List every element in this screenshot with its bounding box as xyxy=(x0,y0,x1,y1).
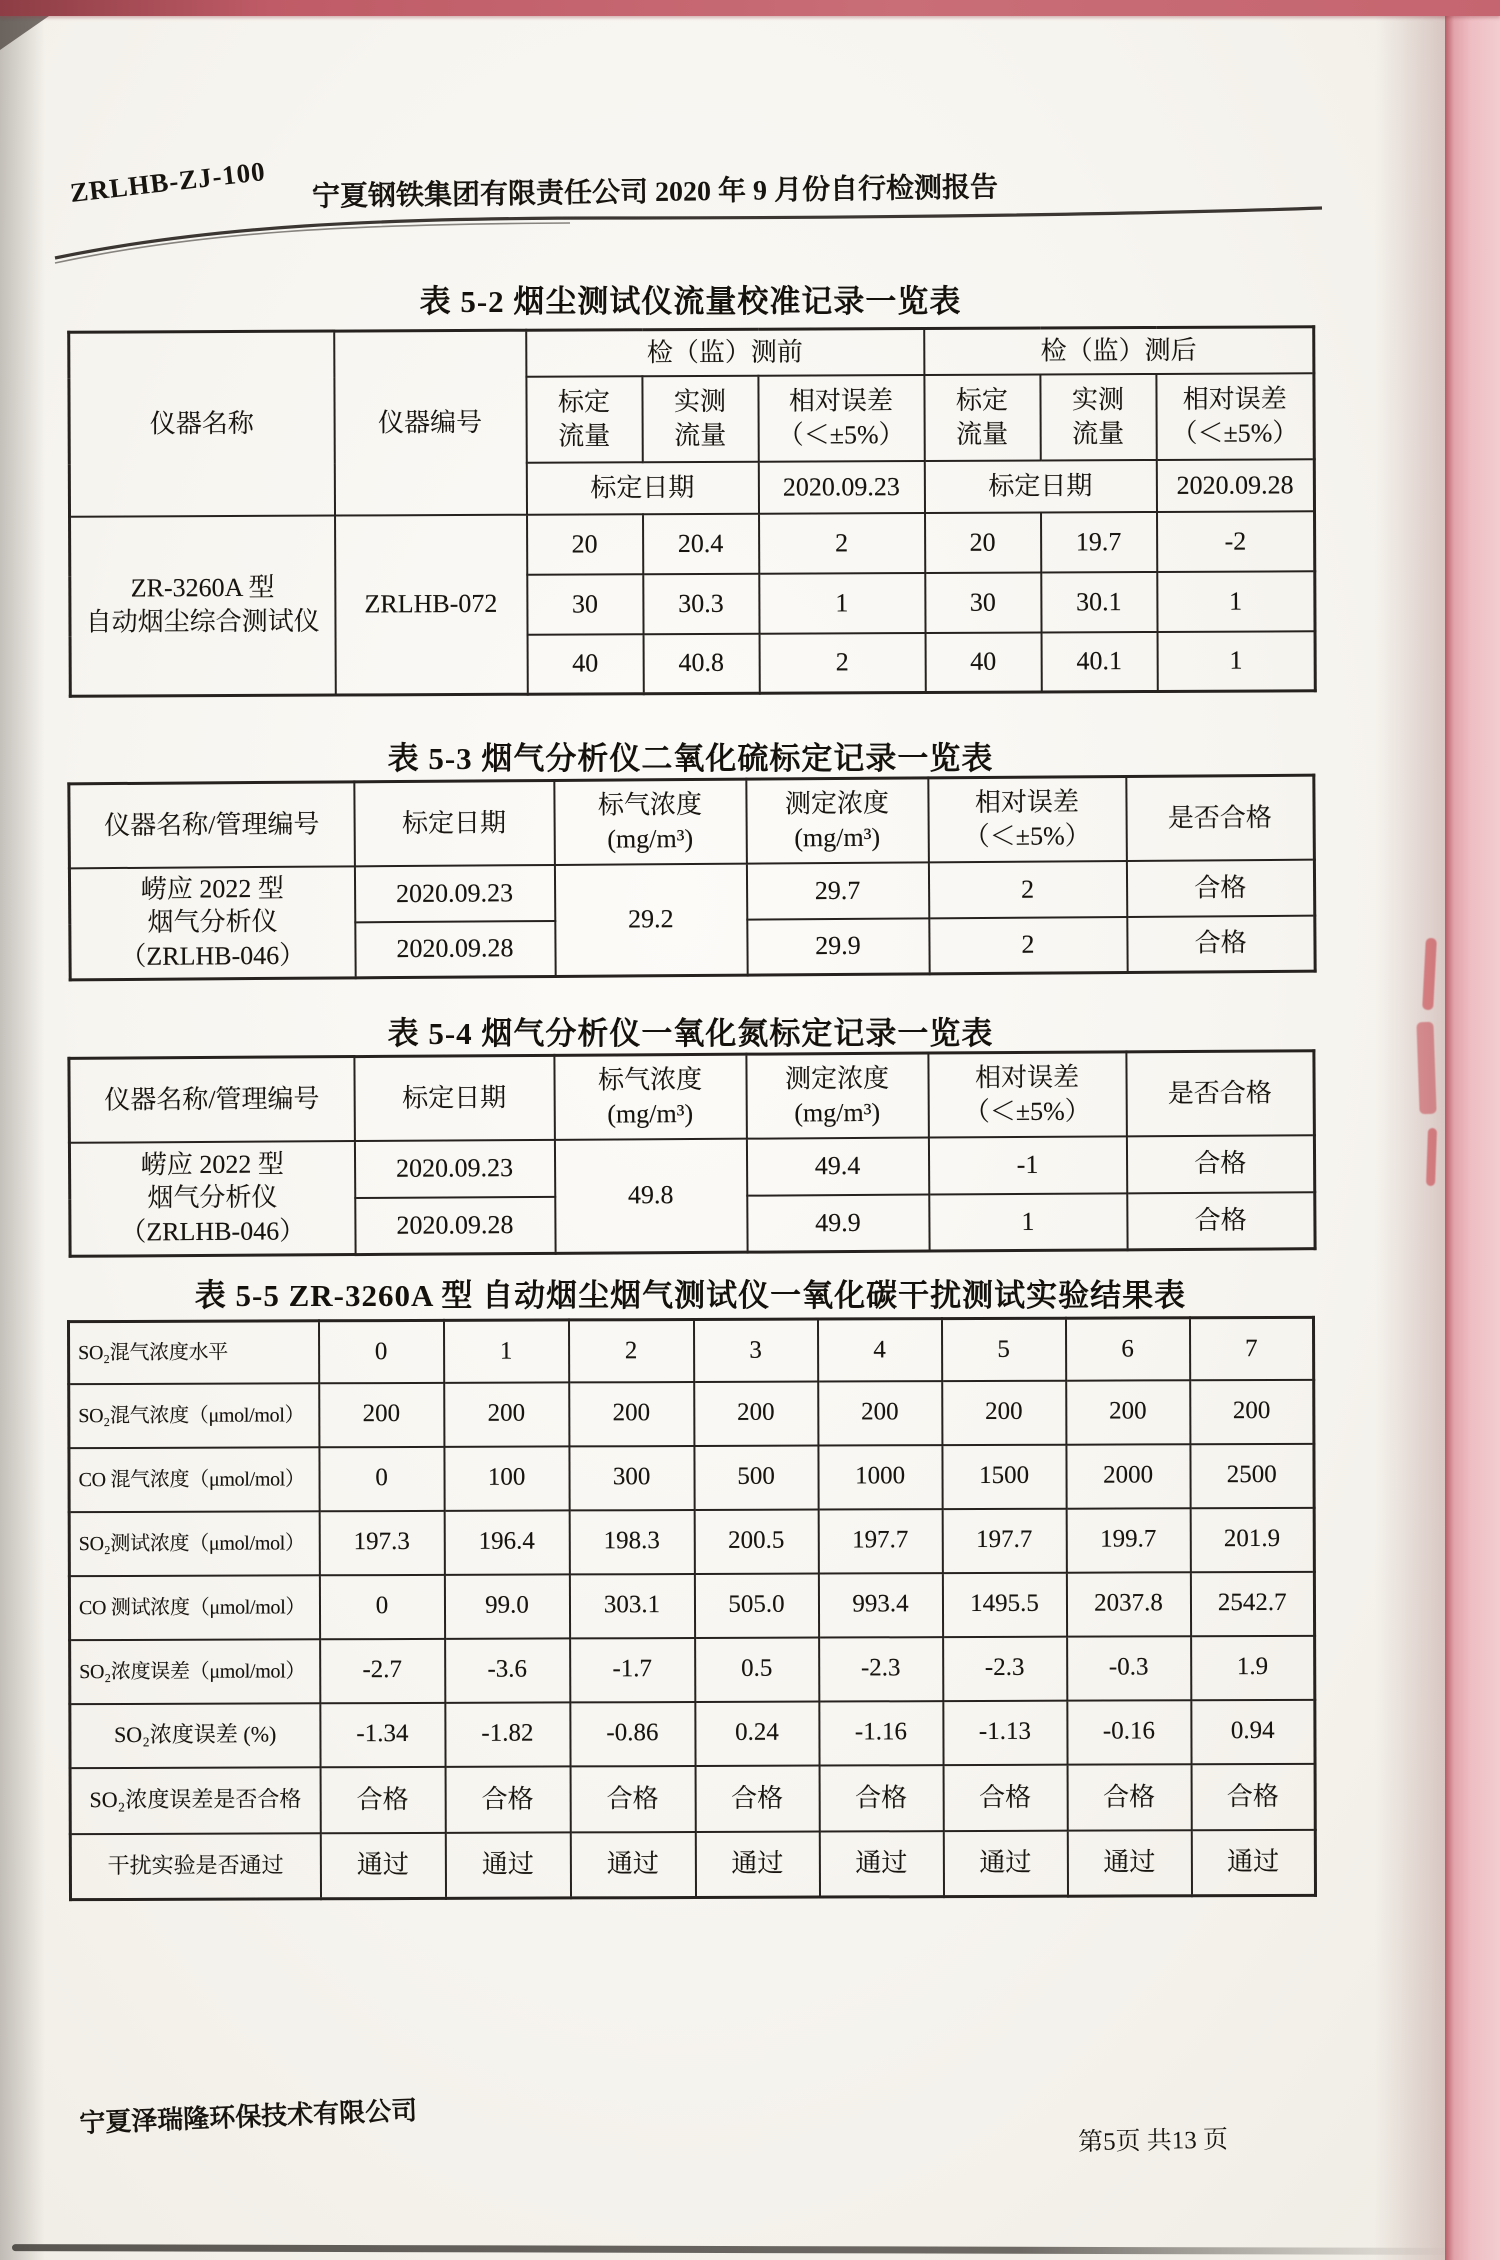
data-table xyxy=(67,325,1317,697)
table-cell: 相对误差 （＜±5%） xyxy=(928,776,1127,861)
table-cell: 20 xyxy=(527,514,643,575)
table-cell: 测定浓度 (mg/m³) xyxy=(746,778,929,863)
table-cell: 2542.7 xyxy=(1190,1571,1314,1635)
table-cell: 197.7 xyxy=(942,1508,1066,1572)
table-row xyxy=(70,1829,1315,1899)
table-row xyxy=(70,1699,1315,1767)
table-cell: 通过 xyxy=(320,1832,445,1898)
table-5-5-title: 表 5-5 ZR-3260A 型 自动烟尘烟气测试仪一氧化碳干扰测试实验结果表 xyxy=(194,1278,1187,1313)
footer-page-number: 第5页 共13 页 xyxy=(1077,2126,1229,2157)
table-5-2 xyxy=(67,325,1317,697)
table-cell: 200 xyxy=(1190,1379,1314,1443)
table-row xyxy=(68,1317,1313,1383)
table-cell: 相对误差 （＜±5%） xyxy=(1156,373,1314,460)
table-5-3-title: 表 5-3 烟气分析仪二氧化硫标定记录一览表 xyxy=(387,741,994,776)
table-cell: 2 xyxy=(929,916,1127,973)
table-cell: 200 xyxy=(1066,1380,1190,1444)
report-header-title: 宁夏钢铁集团有限责任公司 2020 年 9 月份自行检测报告 xyxy=(311,172,999,213)
table-cell: 2037.8 xyxy=(1066,1572,1190,1636)
table-cell: 合格 xyxy=(1191,1763,1315,1829)
table-cell: 7 xyxy=(1189,1317,1313,1379)
table-cell: 30.1 xyxy=(1041,571,1157,632)
table-cell: 29.9 xyxy=(747,918,929,975)
table-cell: 40 xyxy=(527,634,643,695)
table-row xyxy=(69,1135,1314,1200)
table-cell: 1.9 xyxy=(1191,1635,1315,1699)
table-row xyxy=(69,327,1314,378)
table-cell: 2020.09.28 xyxy=(355,920,555,977)
table-cell: 198.3 xyxy=(569,1509,694,1573)
table-cell: 30.3 xyxy=(643,573,759,634)
table-cell: 5 xyxy=(941,1318,1065,1380)
table-cell: -2.3 xyxy=(943,1636,1067,1700)
table-cell: 2500 xyxy=(1190,1443,1314,1507)
table-cell: 1 xyxy=(1157,571,1315,632)
table-cell: 196.4 xyxy=(444,1510,569,1574)
table-cell: 相对误差 （＜±5%） xyxy=(758,374,924,461)
table-cell: 合格 xyxy=(1067,1764,1191,1830)
table-cell: 标气浓度 (mg/m³) xyxy=(554,1054,747,1139)
table-cell: SO₂浓度误差是否合格 xyxy=(70,1767,320,1834)
table-cell: 200 xyxy=(319,1382,444,1446)
table-cell: -1.16 xyxy=(819,1701,943,1765)
table-5-4 xyxy=(67,1049,1316,1258)
table-cell: 合格 xyxy=(1126,1135,1314,1193)
table-cell: 2020.09.23 xyxy=(354,864,554,921)
table-row xyxy=(70,1763,1315,1833)
table-cell: 0 xyxy=(319,1446,444,1510)
table-cell: 303.1 xyxy=(569,1573,694,1637)
scan-edge-right-pink-band xyxy=(1445,0,1500,2260)
table-cell: 通过 xyxy=(819,1831,943,1897)
scan-edge-top xyxy=(0,0,1500,16)
table-cell: SO₂浓度误差（μmol/mol） xyxy=(70,1639,320,1704)
table-cell: 100 xyxy=(444,1446,569,1510)
table-cell: 2020.09.23 xyxy=(758,460,924,513)
table-cell: 20 xyxy=(925,512,1041,573)
table-cell: 200 xyxy=(444,1382,569,1446)
table-cell: 1495.5 xyxy=(942,1572,1066,1636)
table-5-3 xyxy=(67,774,1316,982)
table-cell: 40 xyxy=(925,632,1041,693)
table-cell: 6 xyxy=(1065,1318,1189,1380)
table-cell: 2 xyxy=(928,860,1126,917)
table-row xyxy=(69,1051,1314,1143)
table-cell: CO 测试浓度（μmol/mol） xyxy=(69,1575,319,1640)
table-cell: 通过 xyxy=(943,1830,1067,1896)
table-cell: 201.9 xyxy=(1190,1507,1314,1571)
table-cell: SO₂混气浓度水平 xyxy=(68,1321,318,1384)
table-cell: 合格 xyxy=(1127,1192,1315,1250)
table-cell: 通过 xyxy=(570,1831,695,1897)
table-row xyxy=(69,1571,1314,1639)
table-cell: 合格 xyxy=(819,1765,943,1831)
table-cell: 300 xyxy=(569,1445,694,1509)
table-cell: 200 xyxy=(569,1381,694,1445)
table-cell: 是否合格 xyxy=(1126,1051,1315,1136)
table-cell: 合格 xyxy=(1126,859,1314,916)
table-cell: SO₂混气浓度（μmol/mol） xyxy=(69,1383,319,1448)
table-cell: 崂应 2022 型 烟气分析仪 （ZRLHB-046） xyxy=(69,866,355,980)
table-cell: 标气浓度 (mg/m³) xyxy=(554,779,747,864)
table-cell: 检（监）测后 xyxy=(924,327,1314,375)
document-code: ZRLHB-ZJ-100 xyxy=(68,155,268,209)
table-cell: 29.2 xyxy=(554,863,747,976)
table-cell: 合格 xyxy=(320,1766,445,1832)
table-cell: 30 xyxy=(527,574,643,635)
table-cell: 通过 xyxy=(1067,1830,1191,1896)
data-table xyxy=(67,774,1316,982)
table-cell: 1 xyxy=(1157,631,1315,692)
table-cell: 49.8 xyxy=(554,1138,747,1253)
table-cell: -0.86 xyxy=(570,1701,695,1765)
table-cell: 200 xyxy=(942,1380,1066,1444)
table-row xyxy=(69,1443,1314,1511)
table-cell: -3.6 xyxy=(445,1638,570,1702)
table-cell: 合格 xyxy=(570,1765,695,1831)
table-cell: 20.4 xyxy=(643,513,759,574)
table-cell: 197.7 xyxy=(818,1509,942,1573)
table-cell: 200.5 xyxy=(694,1509,818,1573)
table-cell: 实测 流量 xyxy=(1040,373,1156,460)
table-cell: 2 xyxy=(759,512,925,573)
table-row xyxy=(69,775,1315,868)
table-cell: 200 xyxy=(694,1381,818,1445)
table-cell: 29.7 xyxy=(746,862,928,919)
table-cell: 49.9 xyxy=(747,1194,929,1252)
table-cell: 40.1 xyxy=(1041,631,1157,692)
table-cell: -2.7 xyxy=(320,1638,445,1702)
table-cell: 标定日期 xyxy=(924,459,1156,512)
table-cell: ZRLHB-072 xyxy=(335,514,528,695)
table-cell: 标定日期 xyxy=(354,780,555,865)
table-cell: 仪器名称 xyxy=(69,331,335,516)
table-cell: 合格 xyxy=(943,1764,1067,1830)
table-cell: 标定日期 xyxy=(354,1055,555,1140)
table-cell: 合格 xyxy=(695,1765,819,1831)
table-cell: SO₂测试浓度（μmol/mol） xyxy=(69,1511,319,1576)
red-ink-mark xyxy=(1416,1022,1436,1115)
table-cell: 标定 流量 xyxy=(526,376,642,463)
table-row xyxy=(69,859,1314,924)
table-cell: 崂应 2022 型 烟气分析仪 （ZRLHB-046） xyxy=(69,1141,355,1257)
table-cell: 干扰实验是否通过 xyxy=(70,1833,320,1900)
table-cell: CO 混气浓度（μmol/mol） xyxy=(69,1447,319,1512)
table-cell: 4 xyxy=(817,1319,941,1381)
scan-edge-bottom xyxy=(12,2244,1450,2255)
table-cell: 仪器名称/管理编号 xyxy=(69,1057,355,1143)
table-cell: 19.7 xyxy=(1041,511,1157,572)
table-row xyxy=(70,511,1315,576)
scan-edge-right-shadow xyxy=(1375,0,1450,2260)
footer-company-name: 宁夏泽瑞隆环保技术有限公司 xyxy=(78,2096,418,2139)
table-cell: 2000 xyxy=(1066,1444,1190,1508)
table-cell: -2.3 xyxy=(819,1637,943,1701)
table-cell: 199.7 xyxy=(1066,1508,1190,1572)
table-cell: 合格 xyxy=(1127,915,1315,972)
table-cell: 0.5 xyxy=(695,1637,819,1701)
table-5-4-title: 表 5-4 烟气分析仪一氧化氮标定记录一览表 xyxy=(387,1016,994,1051)
table-row xyxy=(70,1635,1315,1703)
table-cell: 49.4 xyxy=(746,1137,928,1195)
table-cell: 实测 流量 xyxy=(642,375,758,462)
table-cell: 检（监）测前 xyxy=(526,328,924,376)
table-cell: 标定日期 xyxy=(526,461,758,514)
table-cell: 99.0 xyxy=(444,1574,569,1638)
table-cell: 标定 流量 xyxy=(924,374,1040,461)
data-table xyxy=(67,1316,1317,1901)
table-row xyxy=(69,1507,1314,1575)
table-cell: -0.3 xyxy=(1067,1636,1191,1700)
table-cell: 2020.09.28 xyxy=(355,1196,555,1254)
table-cell: 197.3 xyxy=(319,1510,444,1574)
scan-edge-left-shadow xyxy=(0,0,45,2260)
table-cell: 0.94 xyxy=(1191,1699,1315,1763)
table-cell: 993.4 xyxy=(818,1573,942,1637)
table-5-2-title: 表 5-2 烟尘测试仪流量校准记录一览表 xyxy=(419,284,962,319)
table-cell: 0 xyxy=(318,1320,443,1382)
table-cell: 仪器名称/管理编号 xyxy=(69,782,355,868)
table-cell: -1.82 xyxy=(445,1702,570,1766)
table-cell: 200 xyxy=(818,1381,942,1445)
table-row xyxy=(69,1379,1314,1447)
table-cell: 2020.09.23 xyxy=(354,1139,554,1197)
table-cell: 2 xyxy=(568,1319,693,1381)
table-cell: 通过 xyxy=(1191,1829,1315,1895)
table-cell: 0 xyxy=(319,1574,444,1638)
table-cell: -0.16 xyxy=(1067,1700,1191,1764)
table-cell: 500 xyxy=(694,1445,818,1509)
table-cell: 2 xyxy=(759,632,925,693)
table-cell: -1.7 xyxy=(570,1637,695,1701)
table-cell: 通过 xyxy=(695,1831,819,1897)
table-cell: 1500 xyxy=(942,1444,1066,1508)
table-cell: 1 xyxy=(929,1193,1127,1251)
table-cell: -1 xyxy=(928,1136,1126,1194)
table-cell: -1.34 xyxy=(320,1702,445,1766)
table-cell: -2 xyxy=(1157,511,1315,572)
table-5-5 xyxy=(67,1316,1317,1901)
data-table xyxy=(67,1049,1316,1258)
table-cell: 505.0 xyxy=(694,1573,818,1637)
table-cell: 相对误差 （＜±5%） xyxy=(928,1052,1127,1137)
table-cell: ZR-3260A 型 自动烟尘综合测试仪 xyxy=(70,515,336,696)
table-cell: 2020.09.28 xyxy=(1156,459,1314,512)
table-cell: 40.8 xyxy=(643,633,759,694)
table-cell: 1 xyxy=(759,572,925,633)
table-cell: 测定浓度 (mg/m³) xyxy=(746,1053,929,1138)
header-divider-line xyxy=(50,200,1330,270)
table-cell: SO₂浓度误差 (%) xyxy=(70,1703,320,1768)
table-cell: 0.24 xyxy=(695,1701,819,1765)
table-cell: 是否合格 xyxy=(1126,775,1315,860)
table-cell: 30 xyxy=(925,572,1041,633)
table-cell: 合格 xyxy=(445,1766,570,1832)
table-cell: 1000 xyxy=(818,1445,942,1509)
table-cell: -1.13 xyxy=(943,1700,1067,1764)
table-cell: 通过 xyxy=(445,1832,570,1898)
table-cell: 1 xyxy=(443,1320,568,1382)
table-cell: 3 xyxy=(693,1319,817,1381)
table-cell: 仪器编号 xyxy=(334,330,527,515)
